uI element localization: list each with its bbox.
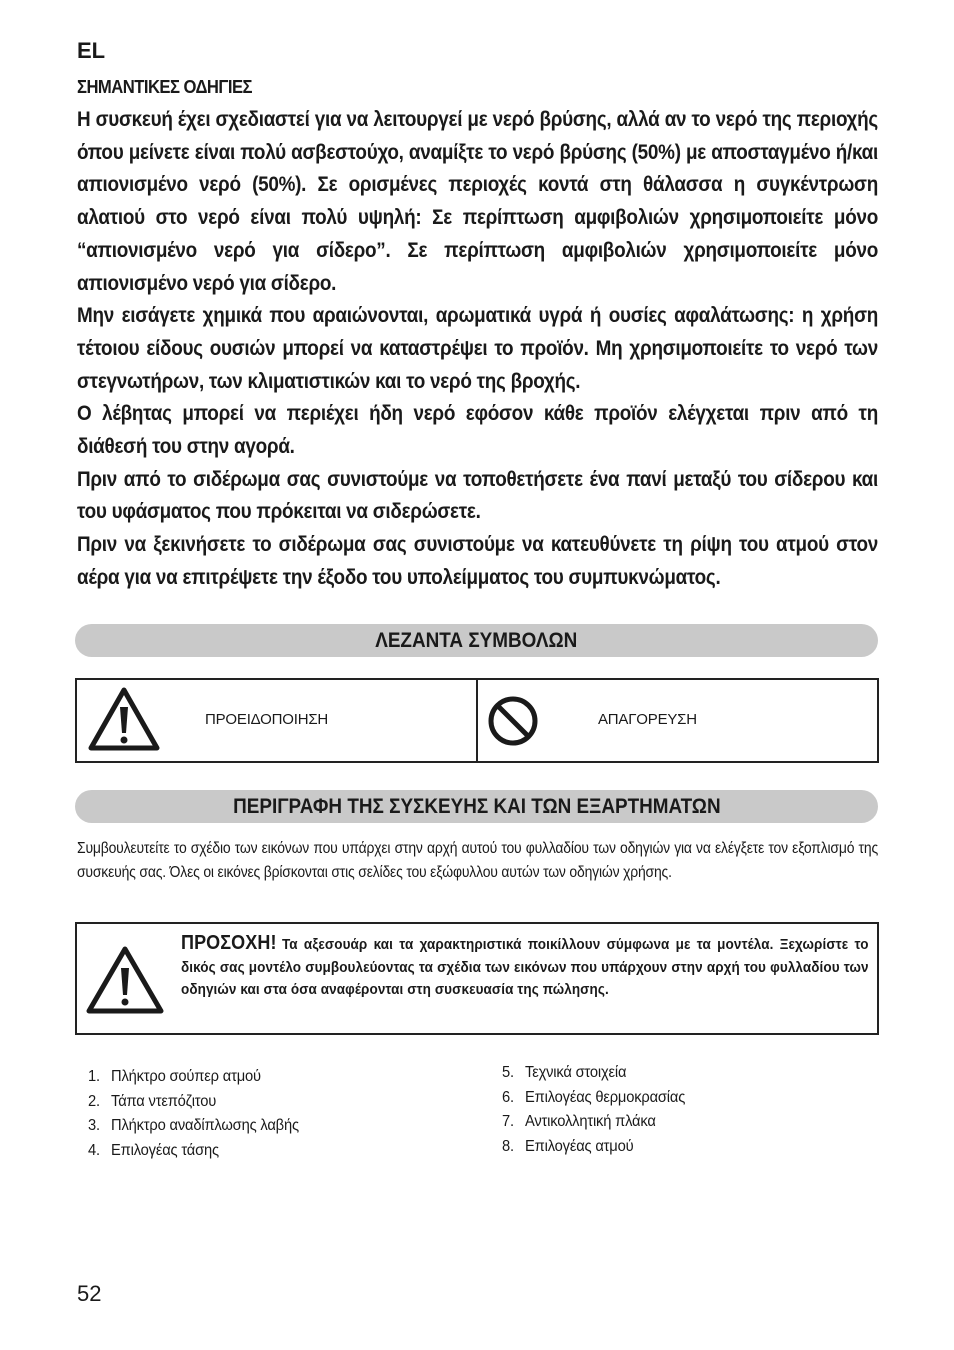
- list-item-label: Επιλογέας θερμοκρασίας: [525, 1088, 686, 1106]
- caution-text-block: [181, 932, 869, 1002]
- list-item-number: 1.: [88, 1068, 100, 1085]
- list-item-label: Επιλογέας ατμού: [525, 1137, 634, 1155]
- parts-list-left: [88, 1065, 317, 1163]
- language-code: EL: [77, 38, 106, 63]
- intro-paragraph: Πριν να ξεκινήσετε το σιδέρωμα σας συνιστούμε να κατευθύνετε τη ρίψη του ατμού στον αέρα για να επιτρέψετε την έξοδο του υπολείμματος του συμπυκνώματος.: [77, 533, 878, 589]
- list-item-number: 2.: [88, 1092, 100, 1110]
- list-item-label: Αντικολλητική πλάκα: [525, 1113, 656, 1130]
- description-heading: ΠΕΡΙΓΡΑΦΗ ΤΗΣ ΣΥΣΚΕΥΗΣ ΚΑΙ ΤΩΝ ΕΞΑΡΤΗΜΑΤΩΝ: [232, 795, 721, 818]
- list-item-label: Τεχνικά στοιχεία: [525, 1064, 627, 1081]
- list-item: [88, 1114, 299, 1139]
- symbols-legend-table: [75, 678, 879, 763]
- list-item: [502, 1061, 685, 1086]
- intro-paragraph: Μην εισάγετε χημικά που αραιώνονται, αρωματικά υγρά ή ουσίες αφαλάτωσης: η χρήση τέτοιου είδους ουσιών μπορεί να καταστρέψει το προϊόν. Μη χρησιμοποιείτε το νερό των στεγνωτήρων, των κλιματιστικών και το νερό της βροχής.: [77, 304, 878, 393]
- caution-text: Τα αξεσουάρ και τα χαρακτηριστικά ποικίλλουν σύμφωνα με τα μοντέλα. Ξεχωρίστε το δικός σας μοντέλο συμβουλεύοντας τα σχέδια των εικόνων που υπάρχουν στην αρχή του φυλλαδίου των οδηγιών και στα όσα αναφέρονται στη συσκευασία της πώλησης.: [181, 936, 869, 999]
- intro-paragraph: Ο λέβητας μπορεί να περιέχει ήδη νερό εφόσον κάθε προϊόν ελέγχεται πριν από τη διάθεσή του στην αγορά.: [77, 402, 878, 459]
- caution-box: [75, 922, 879, 1035]
- prohibition-circle-icon: [486, 694, 540, 748]
- list-item: [88, 1090, 299, 1115]
- list-item: [88, 1139, 299, 1164]
- list-item-number: 8.: [502, 1137, 514, 1155]
- list-item-number: 6.: [502, 1088, 514, 1106]
- list-item: [502, 1086, 685, 1111]
- list-item-label: Πλήκτρο σούπερ ατμού: [111, 1068, 261, 1085]
- list-item-number: 5.: [502, 1064, 514, 1081]
- list-item: [502, 1135, 685, 1160]
- prohibition-symbol-cell: [476, 680, 877, 761]
- warning-triangle-icon: [85, 944, 165, 1016]
- description-heading-bar: [75, 790, 878, 823]
- list-item-number: 4.: [88, 1141, 100, 1159]
- intro-text: [77, 104, 878, 595]
- list-item-label: Τάπα ντεπόζιτου: [111, 1092, 217, 1110]
- warning-symbol-cell: [77, 680, 476, 761]
- list-item-number: 3.: [88, 1117, 100, 1134]
- list-item-label: Επιλογέας τάσης: [111, 1141, 219, 1159]
- description-text: Συμβουλευτείτε το σχέδιο των εικόνων που υπάρχει στην αρχή αυτού του φυλλαδίου των οδηγιών για να ελέγξετε τον εξοπλισμό της συσκευής σας. Όλες οι εικόνες βρίσκονται στις σελίδες του εξώφυλλου αυτών των οδηγιών χρήσης.: [77, 840, 878, 881]
- list-item-number: 7.: [502, 1113, 514, 1130]
- page-number: 52: [77, 1281, 102, 1306]
- symbols-heading: ΛΕΖΑΝΤΑ ΣΥΜΒΟΛΩΝ: [375, 629, 578, 652]
- prohibition-label: ΑΠΑΓΟΡΕΥΣΗ: [598, 711, 697, 728]
- list-item: [88, 1065, 299, 1090]
- parts-list-right: [502, 1061, 701, 1159]
- intro-paragraph: Η συσκευή έχει σχεδιαστεί για να λειτουργεί με νερό βρύσης, αλλά αν το νερό της περιοχής όπου μείνετε είναι πολύ ασβεστούχο, αναμίξτε το νερό βρύσης (50%) με αποσταγμένο ή/και απιονισμένο νερό (50%). Σε ορισμένες περιοχές κοντά στη θάλασσα η συγκέντρωση αλατιού στο νερό είναι πολύ υψηλή: Σε περίπτωση αμφιβολιών χρησιμοποιείτε μόνο “απιονισμένο νερό για σίδερο”. Σε περίπτωση αμφιβολιών χρησιμοποιείτε μόνο απιονισμένο νερό για σίδερο.: [77, 108, 878, 295]
- section-title: ΣΗΜΑΝΤΙΚΕΣ ΟΔΗΓΙΕΣ: [77, 76, 252, 97]
- list-item: [502, 1110, 685, 1135]
- warning-label: ΠΡΟΕΙΔΟΠΟΙΗΣΗ: [205, 711, 329, 728]
- caution-title: ΠΡΟΣΟΧΗ!: [181, 932, 277, 954]
- warning-triangle-icon: [87, 685, 161, 753]
- intro-paragraph: Πριν από το σιδέρωμα σας συνιστούμε να τοποθετήσετε ένα πανί μεταξύ του σίδερου και του υφάσματος που πρόκειται να σιδερώσετε.: [77, 467, 878, 524]
- list-item-label: Πλήκτρο αναδίπλωσης λαβής: [111, 1117, 299, 1134]
- symbols-heading-bar: [75, 624, 878, 657]
